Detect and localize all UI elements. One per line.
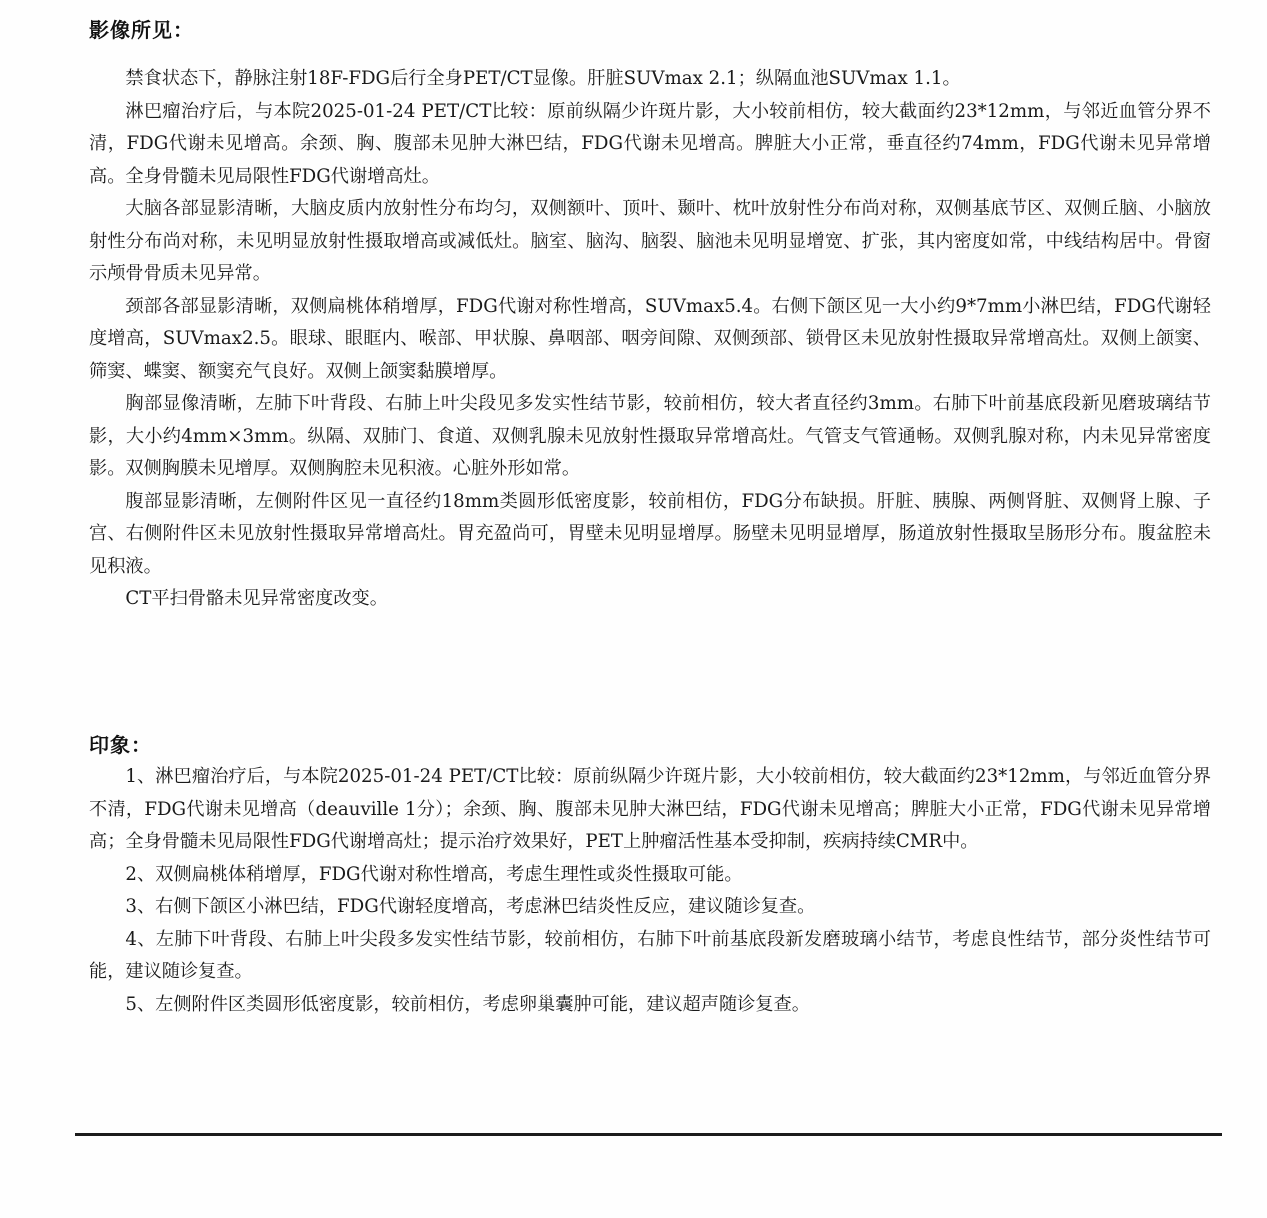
- findings-paragraph-1: 禁食状态下，静脉注射18F-FDG后行全身PET/CT显像。肝脏SUVmax 2.1；纵隔血池SUVmax 1.1。: [125, 68, 961, 89]
- impression-section: [89, 761, 1211, 1021]
- findings-section: [89, 63, 1211, 616]
- findings-paragraph-6: 腹部显影清晰，左侧附件区见一直径约18mm类圆形低密度影，较前相仿，FDG分布缺损。肝脏、胰腺、两侧肾脏、双侧肾上腺、子宫、右侧附件区未见放射性摄取异常增高灶。胃充盈尚可，胃壁未见明显增厚。肠壁未见明显增厚，肠道放射性摄取呈肠形分布。腹盆腔未见积液。: [89, 490, 1211, 577]
- footer-divider: [75, 1133, 1222, 1136]
- impression-item-4: 4、左肺下叶背段、右肺上叶尖段多发实性结节影，较前相仿，右肺下叶前基底段新发磨玻璃小结节，考虑良性结节，部分炎性结节可能，建议随诊复查。: [89, 928, 1211, 982]
- impression-item-1: 1、淋巴瘤治疗后，与本院2025-01-24 PET/CT比较：原前纵隔少许斑片影，大小较前相仿，较大截面约23*12mm，与邻近血管分界不清，FDG代谢未见增高（deauville 1分）；余颈、胸、腹部未见肿大淋巴结，FDG代谢未见增高；脾脏大小正常，FDG代谢未见异常增高；全身骨髓未见局限性FDG代谢增高灶；提示治疗效果好，PET上肿瘤活性基本受抑制，疾病持续CMR中。: [89, 766, 1211, 852]
- findings-paragraph-5: 胸部显像清晰，左肺下叶背段、右肺上叶尖段见多发实性结节影，较前相仿，较大者直径约3mm。右肺下叶前基底段新见磨玻璃结节影，大小约4mm×3mm。纵隔、双肺门、食道、双侧乳腺未见放射性摄取异常增高灶。气管支气管通畅。双侧乳腺对称，内未见异常密度影。双侧胸膜未见增厚。双侧胸腔未见积液。心脏外形如常。: [89, 393, 1211, 479]
- findings-paragraph-4: 颈部各部显影清晰，双侧扁桃体稍增厚，FDG代谢对称性增高，SUVmax5.4。右侧下颌区见一大小约9*7mm小淋巴结，FDG代谢轻度增高，SUVmax2.5。眼球、眼眶内、喉部、甲状腺、鼻咽部、咽旁间隙、双侧颈部、锁骨区未见放射性摄取异常增高灶。双侧上颌窦、筛窦、蝶窦、额窦充气良好。双侧上颌窦黏膜增厚。: [89, 295, 1211, 382]
- impression-item-5: 5、左侧附件区类圆形低密度影，较前相仿，考虑卵巢囊肿可能，建议超声随诊复查。: [125, 993, 810, 1015]
- impression-heading: 印象：: [89, 733, 152, 757]
- impression-item-3: 3、右侧下颌区小淋巴结，FDG代谢轻度增高，考虑淋巴结炎性反应，建议随诊复查。: [125, 896, 816, 917]
- findings-paragraph-3: 大脑各部显影清晰，大脑皮质内放射性分布均匀，双侧额叶、顶叶、颞叶、枕叶放射性分布尚对称，双侧基底节区、双侧丘脑、小脑放射性分布尚对称，未见明显放射性摄取增高或减低灶。脑室、脑沟、脑裂、脑池未见明显增宽、扩张，其内密度如常，中线结构居中。骨窗示颅骨骨质未见异常。: [89, 198, 1211, 284]
- findings-paragraph-2: 淋巴瘤治疗后，与本院2025-01-24 PET/CT比较：原前纵隔少许斑片影，大小较前相仿，较大截面约23*12mm，与邻近血管分界不清，FDG代谢未见增高。余颈、胸、腹部未见肿大淋巴结，FDG代谢未见增高。脾脏大小正常，垂直径约74mm，FDG代谢未见异常增高。全身骨髓未见局限性FDG代谢增高灶。: [89, 100, 1211, 187]
- findings-heading: 影像所见：: [89, 18, 194, 42]
- findings-paragraph-7: CT平扫骨骼未见异常密度改变。: [125, 588, 388, 609]
- impression-item-2: 2、双侧扁桃体稍增厚，FDG代谢对称性增高，考虑生理性或炎性摄取可能。: [125, 863, 743, 885]
